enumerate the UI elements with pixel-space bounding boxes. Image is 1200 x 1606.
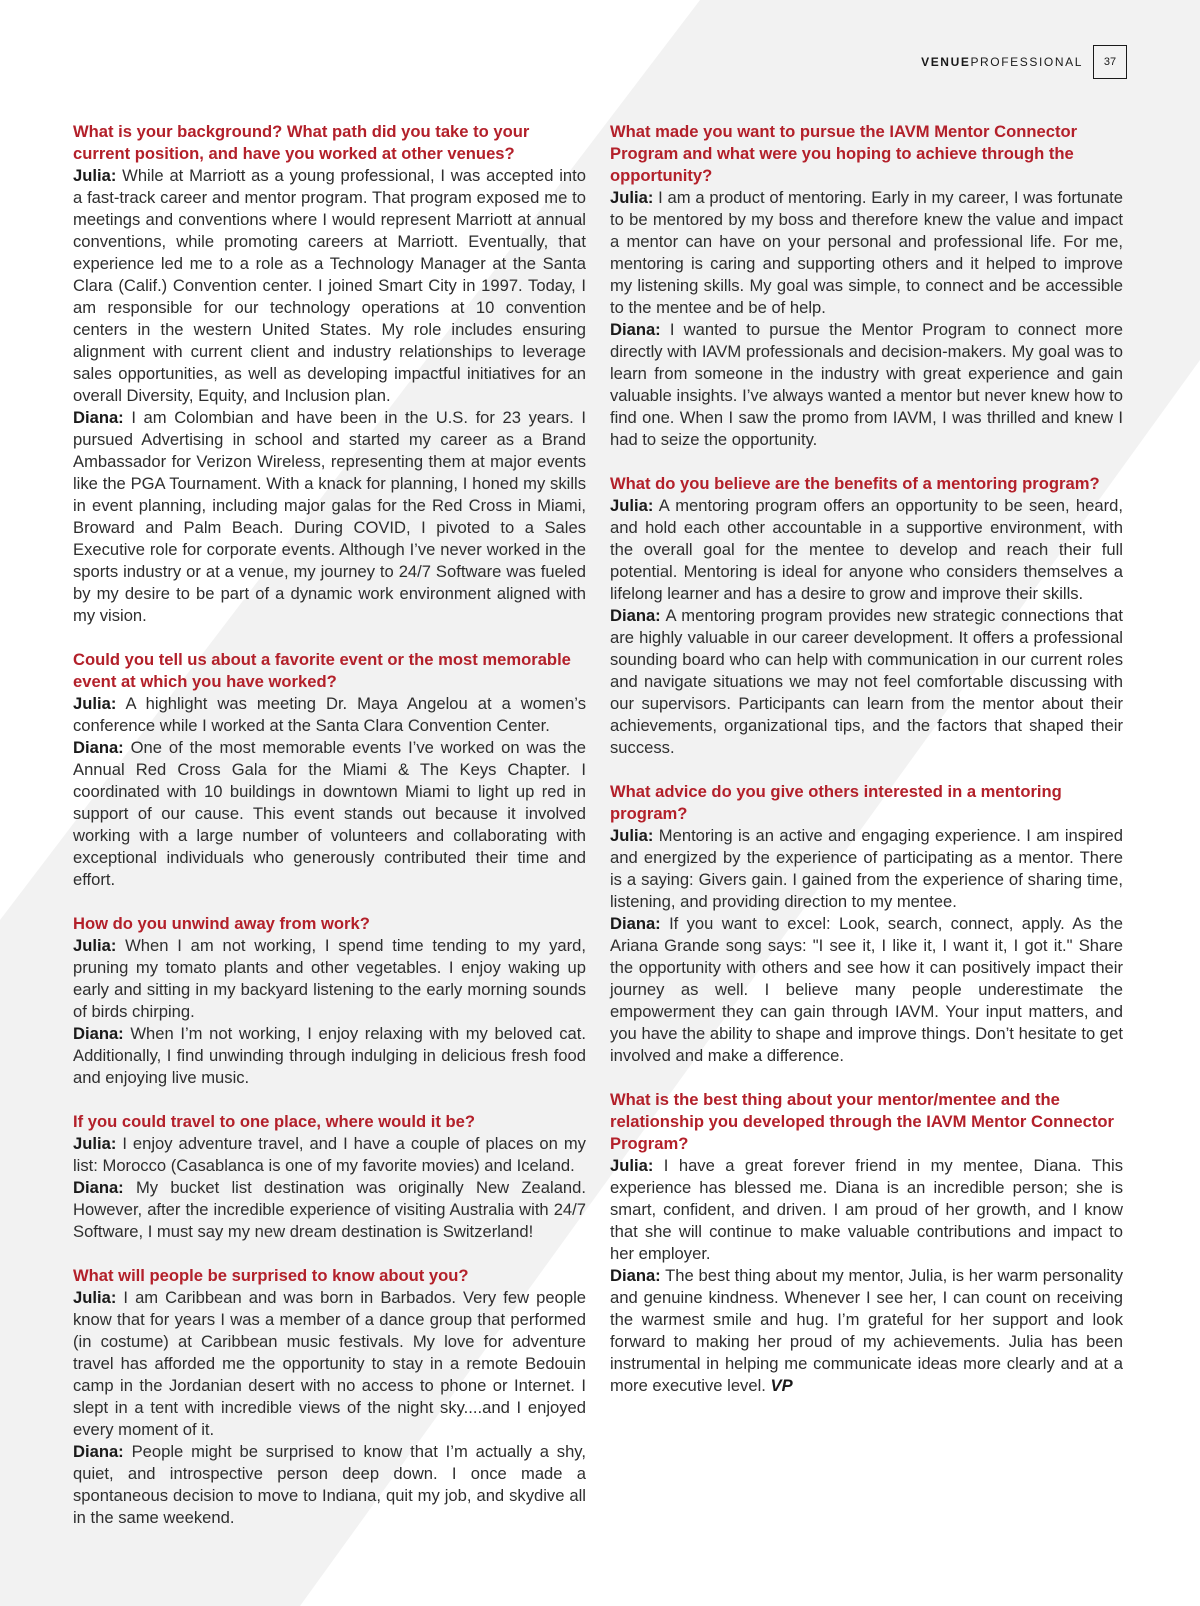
question-heading: What made you want to pursue the IAVM Mentor Connector Program and what were you hoping to achieve through the opportunity? — [610, 122, 1078, 185]
answer-text: People might be surprised to know that I’m actually a shy, quiet, and introspective person deep down. I once made a spontaneous decision to move to Indiana, quit my job, and skydive all in the same weekend. — [73, 1442, 586, 1527]
qa-block — [73, 1111, 586, 1243]
answer-text: I have a great forever friend in my mentee, Diana. This experience has blessed me. Diana is an incredible person; she is smart, confident, and driven. I am proud of her growth, and I know that she will continue to make valuable contributions and impact to her employer. — [610, 1156, 1123, 1263]
answer-paragraph — [73, 1133, 586, 1177]
question-heading: What do you believe are the benefits of a mentoring program? — [610, 474, 1100, 493]
question-heading: What is your background? What path did you take to your current position, and have you worked at other venues? — [73, 122, 530, 163]
qa-block — [73, 649, 586, 891]
answer-paragraph — [610, 1155, 1123, 1265]
question-heading: What will people be surprised to know about you? — [73, 1266, 469, 1285]
question-heading: If you could travel to one place, where would it be? — [73, 1112, 475, 1131]
answer-text: The best thing about my mentor, Julia, is her warm personality and genuine kindness. Whenever I see her, I can count on receiving the warmest smile and hug. I’m grateful for her support and look forward to making her proud of my achievements. Julia has been instrumental in helping me communicate ideas more clearly and at a more executive level. — [610, 1266, 1124, 1395]
speaker-label: Julia: — [610, 496, 654, 515]
answer-text: I am a product of mentoring. Early in my career, I was fortunate to be mentored by my boss and therefore knew the value and impact a mentor can have on your personal and professional life. For me, mentoring is caring and supporting others and it helped to improve my listening skills. My goal was simple, to connect and be accessible to the mentee and be of help. — [610, 188, 1123, 317]
answer-text: Mentoring is an active and engaging experience. I am inspired and energized by the experience of participating as a mentor. There is a saying: Givers gain. I gained from the experience of sharing time, listening, and providing direction to my mentee. — [610, 826, 1123, 911]
question-heading: What advice do you give others interested in a mentoring program? — [610, 782, 1062, 823]
qa-block — [73, 121, 586, 627]
speaker-label: Julia: — [73, 936, 117, 955]
question-heading: Could you tell us about a favorite event or the most memorable event at which you have worked? — [73, 650, 571, 691]
signoff-mark: VP — [770, 1376, 793, 1395]
page-number: 37 — [1093, 45, 1127, 79]
speaker-label: Diana: — [610, 914, 661, 933]
left-column — [73, 121, 586, 1551]
qa-block — [73, 913, 586, 1089]
speaker-label: Julia: — [610, 1156, 654, 1175]
answer-paragraph — [610, 825, 1123, 913]
speaker-label: Diana: — [610, 606, 661, 625]
answer-paragraph — [73, 1441, 586, 1529]
speaker-label: Julia: — [610, 826, 654, 845]
speaker-label: Diana: — [610, 1266, 661, 1285]
answer-paragraph — [73, 935, 586, 1023]
qa-block — [610, 473, 1123, 759]
right-column — [610, 121, 1123, 1419]
speaker-label: Julia: — [73, 1134, 117, 1153]
answer-text: When I’m not working, I enjoy relaxing with my beloved cat. Additionally, I find unwinding through indulging in delicious fresh food and enjoying live music. — [73, 1024, 586, 1087]
qa-block — [610, 121, 1123, 451]
answer-paragraph — [73, 1287, 586, 1441]
speaker-label: Diana: — [73, 1442, 124, 1461]
speaker-label: Diana: — [610, 320, 661, 339]
speaker-label: Diana: — [73, 1178, 124, 1197]
answer-text: I enjoy adventure travel, and I have a couple of places on my list: Morocco (Casablanca is one of my favorite movies) and Iceland. — [73, 1134, 586, 1175]
page-header — [921, 45, 1127, 79]
answer-text: When I am not working, I spend time tending to my yard, pruning my tomato plants and other vegetables. I enjoy waking up early and sitting in my backyard listening to the early morning sounds of birds chirping. — [73, 936, 586, 1021]
answer-paragraph — [610, 913, 1123, 1067]
answer-text: A mentoring program offers an opportunity to be seen, heard, and hold each other accountable in a supportive environment, with the overall goal for the mentee to develop and reach their full potential. Mentoring is ideal for anyone who considers themselves a lifelong learner and has a desire to grow and improve their skills. — [610, 496, 1123, 603]
speaker-label: Diana: — [73, 738, 124, 757]
answer-text: I am Colombian and have been in the U.S. for 23 years. I pursued Advertising in school and started my career as a Brand Ambassador for Verizon Wireless, representing them at major events like the PGA Tournament. With a knack for planning, I honed my skills in event planning, including major galas for the Red Cross in Miami, Broward and Palm Beach. During COVID, I pivoted to a Sales Executive role for corporate events. Although I’ve never worked in the sports industry or at a venue, my journey to 24/7 Software was fueled by my desire to be part of a dynamic work environment aligned with my vision. — [73, 408, 586, 625]
speaker-label: Julia: — [73, 694, 117, 713]
answer-paragraph — [73, 693, 586, 737]
answer-text: My bucket list destination was originally New Zealand. However, after the incredible experience of visiting Australia with 24/7 Software, I must say my new dream destination is Switzerland! — [73, 1178, 586, 1241]
answer-paragraph — [73, 1177, 586, 1243]
magazine-brand: VENUEPROFESSIONAL — [921, 55, 1083, 69]
qa-block — [610, 781, 1123, 1067]
answer-paragraph — [610, 319, 1123, 451]
speaker-label: Julia: — [73, 166, 117, 185]
qa-block — [610, 1089, 1123, 1397]
answer-text: While at Marriott as a young professional, I was accepted into a fast-track career and mentor program. That program exposed me to meetings and conventions where I would represent Marriott at annual conventions, while promoting careers at Marriott. Eventually, that experience led me to a role as a Technology Manager at the Santa Clara (Calif.) Convention center. I joined Smart City in 1997. Today, I am responsible for our technology operations at 10 convention centers in the western United States. My role includes ensuring alignment with current client and industry relationships to leverage sales opportunities, as well as developing impactful initiatives for an overall Diversity, Equity, and Inclusion plan. — [73, 166, 586, 405]
answer-text: I am Caribbean and was born in Barbados. Very few people know that for years I was a member of a dance group that performed (in costume) at Caribbean music festivals. My love for adventure travel has afforded me the opportunity to stay in a remote Bedouin camp in the Jordanian desert with no access to phone or Internet. I slept in a tent with incredible views of the night sky....and I enjoyed every moment of it. — [73, 1288, 586, 1439]
answer-text: A highlight was meeting Dr. Maya Angelou at a women’s conference while I worked at the Santa Clara Convention Center. — [73, 694, 586, 735]
speaker-label: Julia: — [73, 1288, 117, 1307]
answer-paragraph — [73, 737, 586, 891]
answer-text: A mentoring program provides new strategic connections that are highly valuable in our career development. It offers a professional sounding board who can help with communication in our current roles and navigate situations we may not feel comfortable discussing with our supervisors. Participants can learn from the mentor about their achievements, organizational tips, and the factors that shaped their success. — [610, 606, 1123, 757]
question-heading: What is the best thing about your mentor/mentee and the relationship you developed through the IAVM Mentor Connector Program? — [610, 1090, 1114, 1153]
speaker-label: Julia: — [610, 188, 654, 207]
answer-text: I wanted to pursue the Mentor Program to connect more directly with IAVM professionals and decision-makers. My goal was to learn from someone in the industry with great experience and gain valuable insights. I’ve always wanted a mentor but never knew how to find one. When I saw the promo from IAVM, I was thrilled and knew I had to seize the opportunity. — [610, 320, 1123, 449]
speaker-label: Diana: — [73, 408, 124, 427]
answer-text: One of the most memorable events I’ve worked on was the Annual Red Cross Gala for the Miami & The Keys Chapter. I coordinated with 10 buildings in downtown Miami to light up red in support of our cause. This event stands out because it involved working with a large number of volunteers and collaborating with exceptional individuals who generously contributed their time and effort. — [73, 738, 586, 889]
answer-text: If you want to excel: Look, search, connect, apply. As the Ariana Grande song says: "I see it, I like it, I want it, I got it." Share the opportunity with others and see how it can positively impact their journey as well. I believe many people underestimate the empowerment they can gain through IAVM. Your input matters, and you have the ability to shape and improve things. Don’t hesitate to get involved and make a difference. — [610, 914, 1123, 1065]
answer-paragraph — [73, 1023, 586, 1089]
answer-paragraph — [610, 605, 1123, 759]
qa-block — [73, 1265, 586, 1529]
answer-paragraph — [610, 1265, 1123, 1397]
question-heading: How do you unwind away from work? — [73, 914, 370, 933]
speaker-label: Diana: — [73, 1024, 124, 1043]
answer-paragraph — [610, 495, 1123, 605]
answer-paragraph — [610, 187, 1123, 319]
answer-paragraph — [73, 165, 586, 407]
answer-paragraph — [73, 407, 586, 627]
